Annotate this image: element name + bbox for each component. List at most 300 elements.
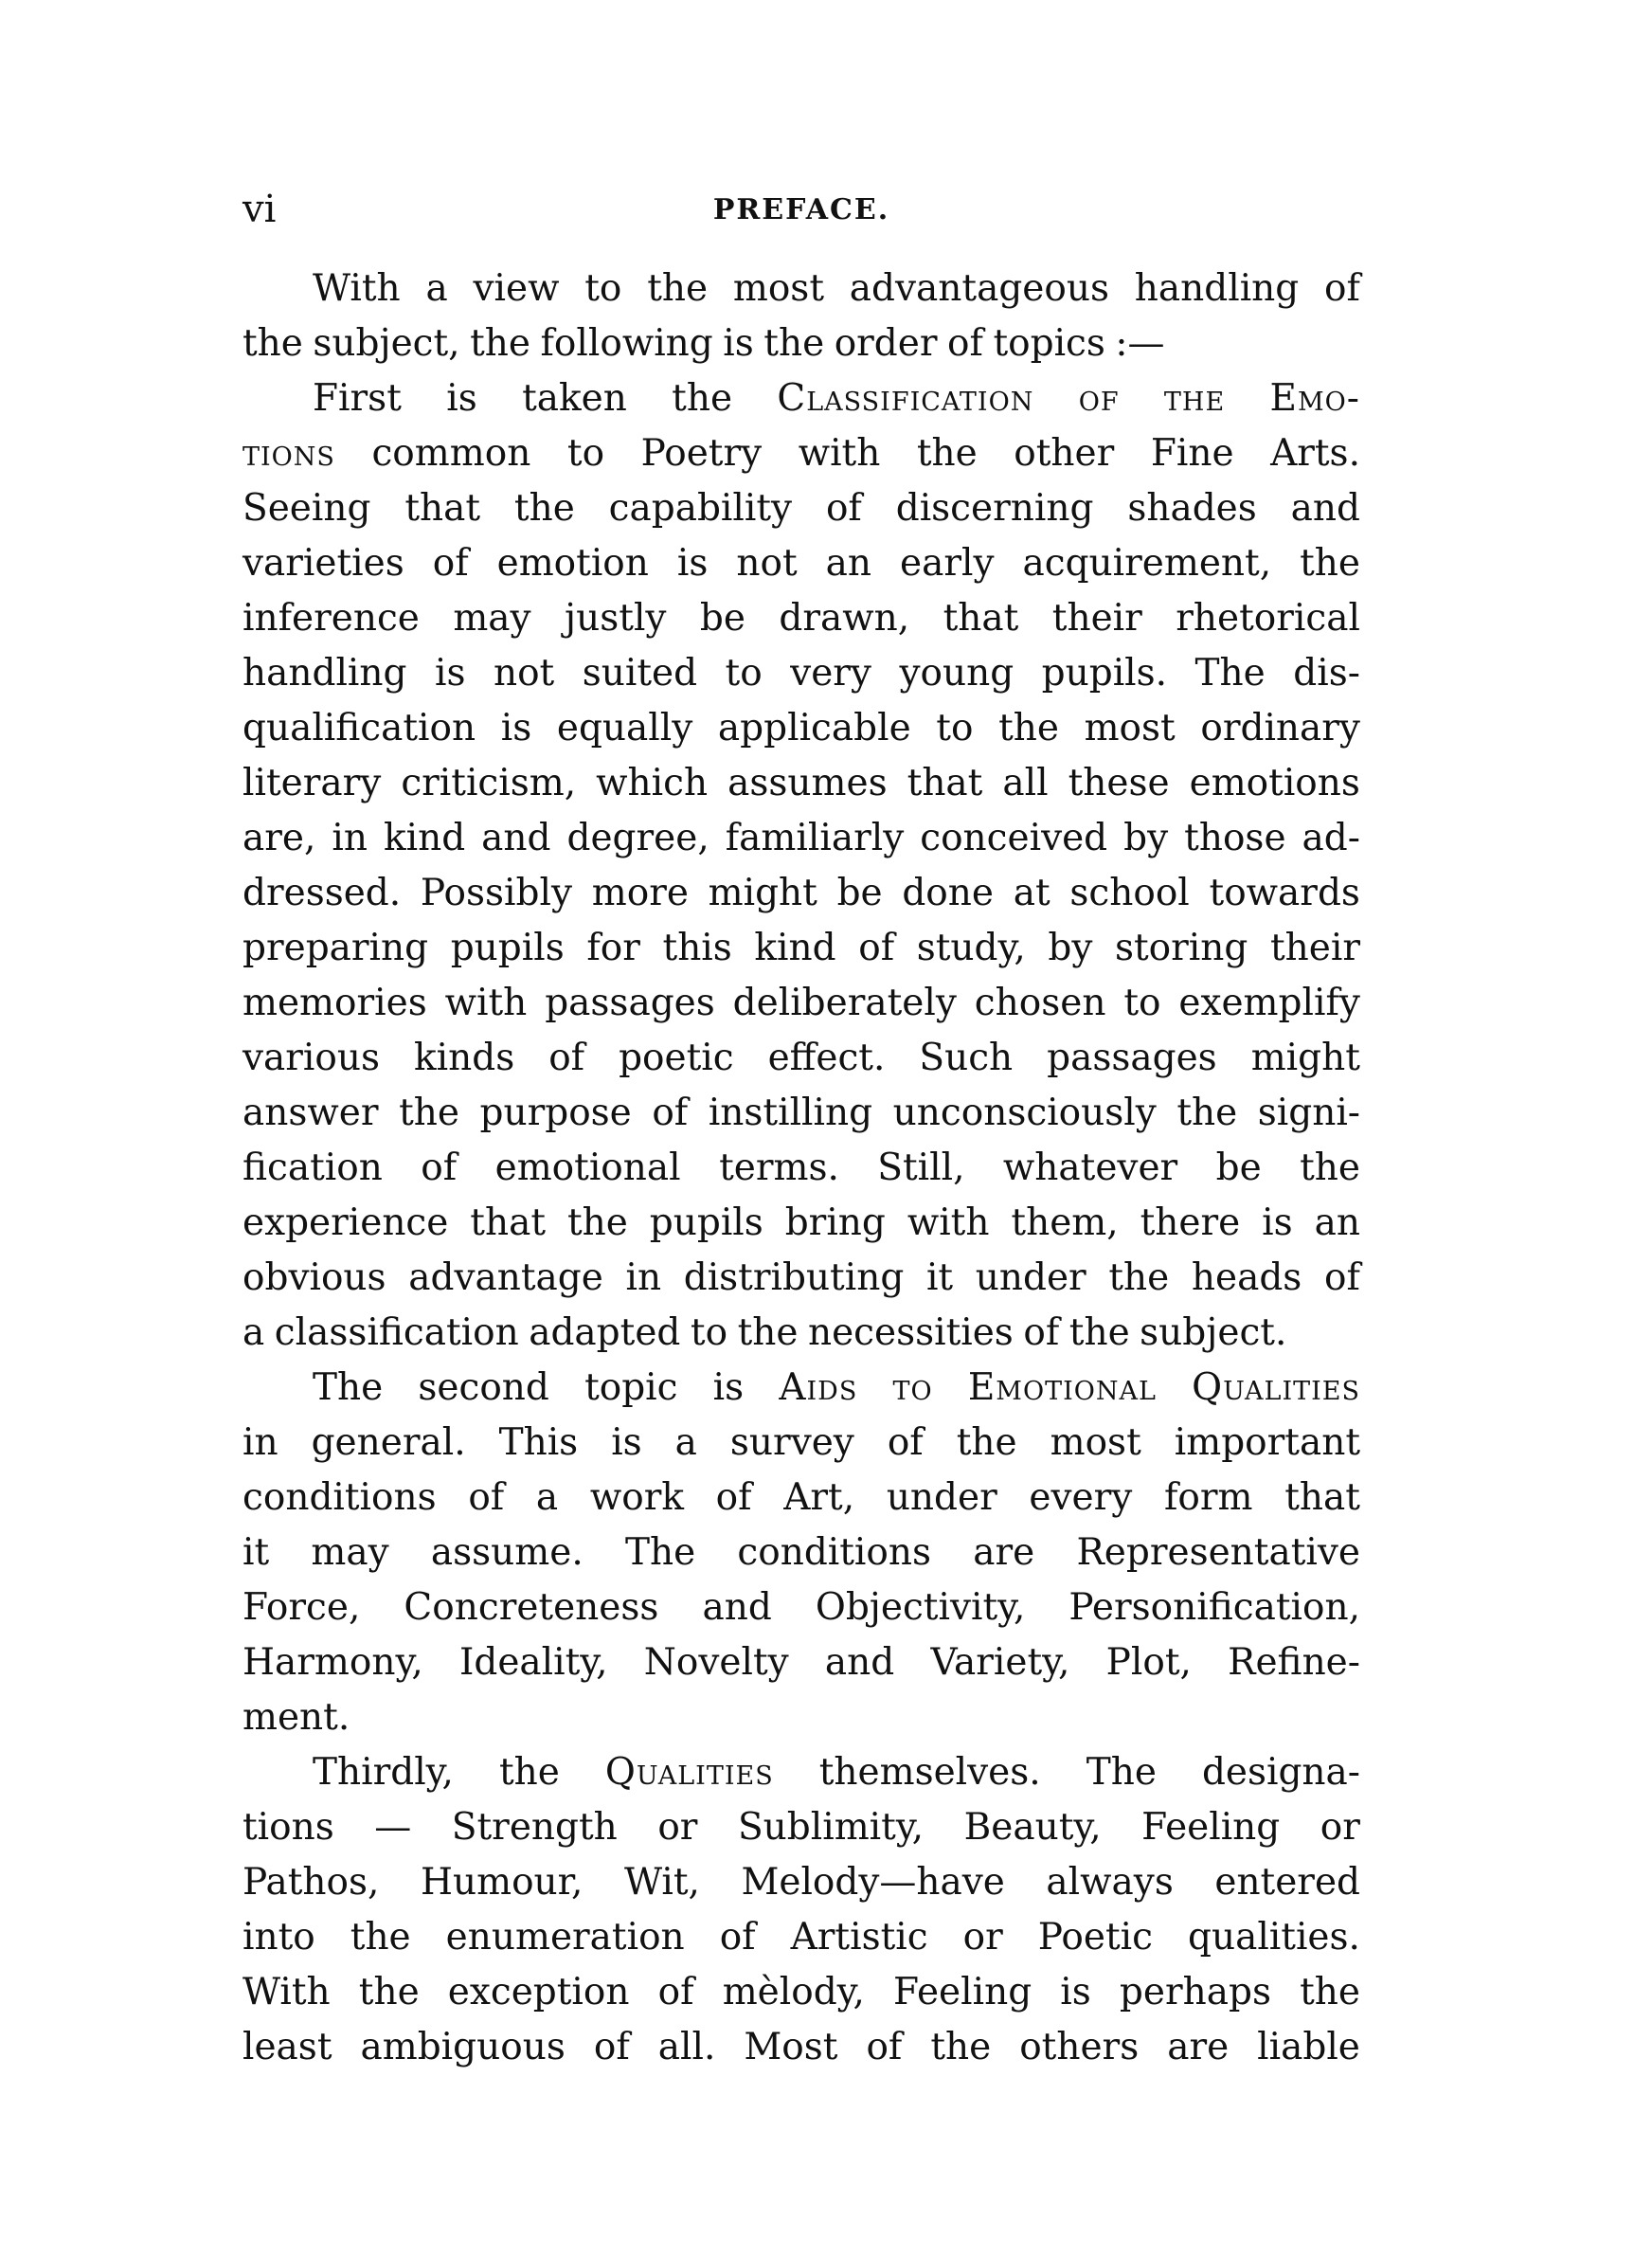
word: may (311, 1531, 389, 1574)
word: the (498, 1751, 560, 1794)
word: form (1163, 1476, 1253, 1519)
word: Thirdly, (313, 1751, 454, 1794)
word: emotional (494, 1147, 681, 1189)
word: deliberately (732, 982, 957, 1024)
word: Still, (877, 1147, 965, 1189)
word: Plot, (1105, 1641, 1192, 1684)
text-line (242, 866, 1360, 921)
word: Qualities (1192, 1366, 1360, 1409)
body-text (242, 262, 1360, 2075)
word: their (1051, 597, 1142, 640)
word: in (242, 1421, 278, 1464)
word: are, (242, 817, 316, 859)
word: the (1176, 1092, 1238, 1134)
word: Most (744, 2026, 838, 2068)
word: them, (1011, 1201, 1119, 1244)
word: obvious (242, 1256, 386, 1299)
word: This (498, 1421, 579, 1464)
word: handling (242, 652, 407, 695)
word: that (404, 487, 481, 530)
word: Arts. (1270, 432, 1360, 475)
word: the (358, 1971, 420, 2013)
word: passages (545, 982, 715, 1024)
word: Objectivity, (815, 1586, 1026, 1629)
word: inference (242, 597, 420, 640)
word: pupils (649, 1201, 763, 1244)
word: the (672, 377, 733, 420)
word: emotion (496, 542, 649, 585)
text-line (242, 1196, 1360, 1251)
word: Strength (451, 1806, 618, 1849)
word: the (998, 707, 1059, 749)
word: the (930, 2026, 992, 2068)
word: most (1084, 707, 1176, 749)
word: the (1068, 1311, 1130, 1354)
word: the (1300, 1971, 1360, 2013)
word: are (973, 1531, 1035, 1574)
word: subject. (1140, 1311, 1287, 1354)
text-line (242, 1965, 1360, 2020)
word: Refine- (1228, 1641, 1360, 1684)
word: early (900, 542, 995, 585)
word: poetic (619, 1037, 734, 1079)
word: to (566, 432, 605, 475)
word: Humour, (420, 1861, 584, 1904)
text-line (242, 316, 1360, 371)
word: Emo- (1269, 377, 1360, 420)
word: dis- (1293, 652, 1360, 695)
word: qualities. (1187, 1916, 1360, 1959)
word: to (690, 1311, 728, 1354)
word: pupils (450, 927, 565, 969)
word: Melody—have (741, 1861, 1005, 1904)
word: is (712, 1366, 745, 1409)
word: First (313, 377, 402, 420)
word: of (825, 487, 862, 530)
word: ad- (1302, 817, 1360, 859)
word: might (1250, 1037, 1360, 1079)
word: topics (993, 322, 1105, 365)
word: is (1060, 1971, 1091, 2013)
word: which (596, 762, 709, 804)
word: subject, (313, 322, 460, 365)
word: to (584, 267, 622, 310)
word: chosen (974, 982, 1106, 1024)
word: unconsciously (892, 1092, 1157, 1134)
word: handling (1134, 267, 1300, 310)
word: of (593, 2026, 630, 2068)
word: classification (274, 1311, 519, 1354)
word: of (715, 1476, 752, 1519)
word: of (652, 1092, 689, 1134)
word: is (446, 377, 477, 420)
word: mèlody, (722, 1971, 865, 2013)
word: that (470, 1201, 547, 1244)
text-line (242, 811, 1360, 866)
word: Sublimity, (737, 1806, 925, 1849)
word: or (1320, 1806, 1360, 1849)
text-line (242, 371, 1360, 426)
word: Representative (1076, 1531, 1360, 1574)
word: of (468, 1476, 505, 1519)
text-line (242, 1416, 1360, 1471)
word: is (434, 652, 466, 695)
word: Pathos, (242, 1861, 380, 1904)
word: Concreteness (404, 1586, 659, 1629)
word: passages (1047, 1037, 1217, 1079)
word: be (1215, 1147, 1262, 1189)
word: not (736, 542, 798, 585)
word: all. (657, 2026, 716, 2068)
text-line (242, 1910, 1360, 1965)
word: the (513, 487, 575, 530)
word: fication (242, 1147, 383, 1189)
word: are (1167, 2026, 1230, 2068)
word: Qualities (604, 1751, 774, 1794)
word: perhaps (1119, 1971, 1271, 2013)
word: is (676, 542, 709, 585)
word: storing (1115, 927, 1248, 969)
word: the (399, 1092, 459, 1134)
word: that (907, 762, 983, 804)
text-line (242, 1471, 1360, 1526)
word: kinds (414, 1037, 515, 1079)
text-line (242, 1251, 1360, 1306)
word: of (548, 1037, 585, 1079)
running-title: PREFACE. (712, 193, 890, 226)
word: designa- (1201, 1751, 1360, 1794)
word: necessities (807, 1311, 1014, 1354)
word: applicable (717, 707, 911, 749)
word: suited (582, 652, 698, 695)
word: emotions (1189, 762, 1360, 804)
word: might (708, 872, 817, 914)
word: common (371, 432, 531, 475)
word: Beauty, (963, 1806, 1102, 1849)
word: the (1300, 1147, 1360, 1189)
word: important (1174, 1421, 1360, 1464)
word: that (943, 597, 1019, 640)
word: Harmony, (242, 1641, 423, 1684)
word: may (453, 597, 531, 640)
word: young (899, 652, 1015, 695)
word: advantageous (849, 267, 1109, 310)
word: distributing (683, 1256, 905, 1299)
word: most (1050, 1421, 1141, 1464)
word: Aids (779, 1366, 858, 1409)
word: Poetry (640, 432, 763, 475)
word: a (425, 267, 448, 310)
word: With (242, 1971, 331, 2013)
word: discerning (895, 487, 1094, 530)
word: towards (1209, 872, 1360, 914)
word: entered (1214, 1861, 1360, 1904)
word: a (242, 1311, 265, 1354)
word: ambiguous (360, 2026, 566, 2068)
word: every (1029, 1476, 1133, 1519)
word: degree, (566, 817, 709, 859)
word: Art, (783, 1476, 855, 1519)
word: Fine (1150, 432, 1234, 475)
word: not (493, 652, 555, 695)
text-line (242, 976, 1360, 1031)
word: taken (522, 377, 627, 420)
text-line (242, 1086, 1360, 1141)
word: at (1013, 872, 1050, 914)
word: it (925, 1256, 954, 1299)
word: other (1014, 432, 1115, 475)
word: Classification (777, 377, 1034, 420)
word: is (723, 322, 754, 365)
word: school (1069, 872, 1190, 914)
word: exception (447, 1971, 630, 2013)
page-number: vi (242, 188, 277, 231)
word: Artistic (790, 1916, 928, 1959)
word: be (836, 872, 883, 914)
text-line (242, 921, 1360, 976)
word: dressed. (242, 872, 402, 914)
word: to (936, 707, 974, 749)
text-line (242, 1141, 1360, 1196)
word: there (1140, 1201, 1241, 1244)
word: With (313, 267, 401, 310)
word: Such (919, 1037, 1014, 1079)
word: general. (311, 1421, 466, 1464)
word: liable (1257, 2026, 1360, 2068)
text-line (242, 1855, 1360, 1910)
text-line (242, 1306, 1360, 1361)
word: the (763, 322, 825, 365)
word: :— (1115, 322, 1165, 365)
word: and (481, 817, 551, 859)
word: an (825, 542, 872, 585)
word: to (1123, 982, 1161, 1024)
word: view (473, 267, 560, 310)
word: in (625, 1256, 662, 1299)
word: or (657, 1806, 698, 1849)
word: enumeration (445, 1916, 685, 1959)
word: themselves. (818, 1751, 1041, 1794)
text-line (242, 1526, 1360, 1580)
text-line (242, 426, 1360, 481)
word: criticism, (401, 762, 577, 804)
word: familiarly (725, 817, 905, 859)
word: Ideality, (458, 1641, 608, 1684)
word: adapted (529, 1311, 681, 1354)
word: preparing (242, 927, 429, 969)
word: to (725, 652, 763, 695)
word: kind (754, 927, 836, 969)
word: of (887, 1421, 924, 1464)
word: done (902, 872, 994, 914)
word: varieties (242, 542, 404, 585)
word: The (1194, 652, 1266, 695)
word: of (1324, 267, 1360, 310)
word: pupils. (1041, 652, 1168, 695)
word: and (824, 1641, 895, 1684)
word: most (732, 267, 824, 310)
word: of (719, 1916, 756, 1959)
word: of (1078, 377, 1120, 420)
word: and (702, 1586, 772, 1629)
word: Force, (242, 1586, 361, 1629)
word: kind (383, 817, 466, 859)
text-line (242, 1745, 1360, 1800)
word: the (916, 432, 978, 475)
word: is (611, 1421, 642, 1464)
word: — (374, 1806, 412, 1849)
text-line (242, 591, 1360, 646)
word: the (350, 1916, 411, 1959)
word: shades (1127, 487, 1257, 530)
text-line (242, 1361, 1360, 1416)
word: effect. (767, 1037, 886, 1079)
word: always (1046, 1861, 1174, 1904)
word: the (242, 322, 303, 365)
word: The (624, 1531, 696, 1574)
text-line (242, 756, 1360, 811)
word: of (1323, 1256, 1360, 1299)
word: least (242, 2026, 332, 2068)
word: acquirement, (1022, 542, 1272, 585)
page-header (242, 188, 1360, 235)
word: experience (242, 1201, 449, 1244)
word: the (737, 1311, 799, 1354)
word: signi- (1257, 1092, 1360, 1134)
word: of (858, 927, 895, 969)
word: The (313, 1366, 384, 1409)
word: is (1262, 1201, 1293, 1244)
word: assumes (727, 762, 888, 804)
word: Emotional (967, 1366, 1157, 1409)
word: second (418, 1366, 549, 1409)
word: be (699, 597, 745, 640)
word: literary (242, 762, 382, 804)
word: memories (242, 982, 427, 1024)
text-line (242, 701, 1360, 756)
word: purpose (479, 1092, 632, 1134)
word: to (892, 1366, 933, 1409)
word: rhetorical (1176, 597, 1360, 640)
word: Poetic (1037, 1916, 1153, 1959)
word: The (1086, 1751, 1157, 1794)
word: Feeling (893, 1971, 1032, 2013)
word: ment. (242, 1696, 350, 1739)
word: order (834, 322, 938, 365)
text-line (242, 536, 1360, 591)
word: those (1184, 817, 1286, 859)
word: their (1269, 927, 1360, 969)
word: capability (608, 487, 793, 530)
word: topic (584, 1366, 678, 1409)
word: is (500, 707, 532, 749)
word: these (1068, 762, 1170, 804)
word: a (535, 1476, 559, 1519)
word: the (470, 322, 530, 365)
word: tions (242, 432, 335, 475)
word: advantage (408, 1256, 603, 1299)
word: of (432, 542, 469, 585)
word: more (591, 872, 689, 914)
word: an (1314, 1201, 1360, 1244)
word: the (1108, 1256, 1170, 1299)
word: Wit, (623, 1861, 700, 1904)
word: Personification, (1068, 1586, 1360, 1629)
word: study, (916, 927, 1026, 969)
word: and (1290, 487, 1360, 530)
word: all (1002, 762, 1049, 804)
word: qualification (242, 707, 476, 749)
word: in (332, 817, 368, 859)
word: conditions (737, 1531, 932, 1574)
text-line (242, 1031, 1360, 1086)
word: or (962, 1916, 1003, 1959)
text-line (242, 1580, 1360, 1635)
word: of (657, 1971, 694, 2013)
text-line (242, 262, 1360, 316)
word: with (444, 982, 528, 1024)
word: this (662, 927, 732, 969)
word: under (886, 1476, 997, 1519)
text-line (242, 646, 1360, 701)
word: tions (242, 1806, 334, 1849)
word: under (975, 1256, 1086, 1299)
word: the (956, 1421, 1017, 1464)
word: of (421, 1147, 458, 1189)
word: answer (242, 1092, 379, 1134)
text-line (242, 1635, 1360, 1690)
text-line (242, 481, 1360, 536)
word: of (1023, 1311, 1060, 1354)
word: survey (729, 1421, 854, 1464)
word: Novelty (643, 1641, 789, 1684)
word: others (1019, 2026, 1140, 2068)
word: whatever (1002, 1147, 1178, 1189)
word: of (866, 2026, 903, 2068)
word: drawn, (779, 597, 910, 640)
word: a (674, 1421, 697, 1464)
word: justly (565, 597, 667, 640)
word: exemplify (1178, 982, 1360, 1024)
word: assume. (430, 1531, 584, 1574)
word: equally (556, 707, 693, 749)
text-line (242, 2020, 1360, 2075)
word: the (1163, 377, 1226, 420)
word: instilling (708, 1092, 873, 1134)
word: the (647, 267, 709, 310)
word: heads (1191, 1256, 1302, 1299)
word: various (242, 1037, 381, 1079)
word: by (1048, 927, 1093, 969)
text-line (242, 1690, 1360, 1745)
word: following (540, 322, 713, 365)
word: with (907, 1201, 990, 1244)
word: ordinary (1200, 707, 1360, 749)
word: of (947, 322, 983, 365)
word: Possibly (420, 872, 573, 914)
word: it (242, 1531, 270, 1574)
word: by (1123, 817, 1169, 859)
word: Variety, (930, 1641, 1070, 1684)
word: the (566, 1201, 628, 1244)
word: conceived (920, 817, 1108, 859)
word: with (798, 432, 881, 475)
word: Seeing (242, 487, 371, 530)
word: work (589, 1476, 684, 1519)
word: into (242, 1916, 315, 1959)
word: bring (784, 1201, 886, 1244)
word: conditions (242, 1476, 437, 1519)
